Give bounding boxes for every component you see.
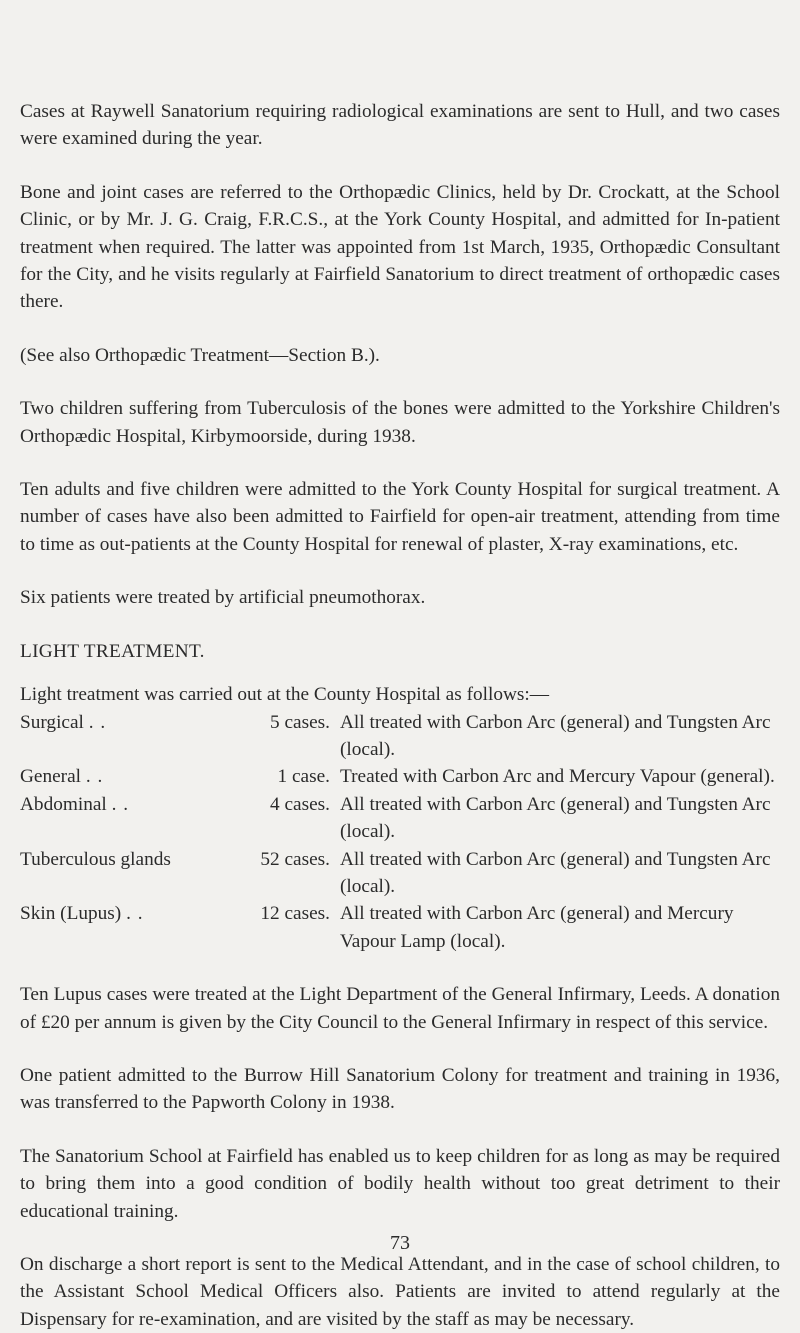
row-category: Surgical bbox=[20, 711, 84, 733]
row-category: Skin (Lupus) bbox=[20, 903, 122, 925]
paragraph-sanatorium-school: The Sanatorium School at Fairfield has enabled us to keep children for as long as may be required to bring them into a good condition of bodily health without too great detriment to their educational training. bbox=[20, 1145, 780, 1222]
row-leader: . . bbox=[111, 793, 130, 815]
row-category: Tuberculous glands bbox=[20, 848, 171, 870]
paragraph-burrow-hill: One patient admitted to the Burrow Hill Sanatorium Colony for treatment and training in 1936, was transferred to the Papworth Colony in 1938. bbox=[20, 1064, 780, 1114]
table-row bbox=[20, 709, 780, 764]
paragraph-pneumothorax: Six patients were treated by artificial pneumothorax. bbox=[20, 587, 426, 609]
table-row bbox=[20, 900, 780, 955]
row-leader: . . bbox=[88, 711, 107, 733]
row-description: All treated with Carbon Arc (general) and Mercury Vapour Lamp (local). bbox=[340, 903, 734, 952]
paragraph-ten-adults: Ten adults and five children were admitted to the York County Hospital for surgical treatment. A number of cases have also been admitted to Fairfield for open-air treatment, attending from time to time as out-patients at the County Hospital for renewal of plaster, X-ray examinations, etc. bbox=[20, 479, 780, 555]
document-page bbox=[20, 98, 780, 1333]
row-category: Abdominal bbox=[20, 793, 107, 815]
table-row bbox=[20, 791, 780, 846]
paragraph-two-children: Two children suffering from Tuberculosis of the bones were admitted to the Yorkshire Children's Orthopædic Hospital, Kirbymoorside, during 1938. bbox=[20, 398, 780, 447]
table-row bbox=[20, 846, 780, 901]
row-description: All treated with Carbon Arc (general) and Tungsten Arc (local). bbox=[340, 711, 771, 760]
row-description: All treated with Carbon Arc (general) and Tungsten Arc (local). bbox=[340, 793, 771, 843]
row-count: 12 cases. bbox=[260, 903, 330, 925]
paragraph-bone-joint: Bone and joint cases are referred to the Orthopædic Clinics, held by Dr. Crockatt, at the School Clinic, or by Mr. J. G. Craig, F.R.C.S., at the York County Hospital, and admitted for In-patient treatment when required. The latter was appointed from 1st March, 1935, Orthopædic Consultant for the City, and he visits regularly at Fairfield Sanatorium to direct treatment of orthopædic cases there. bbox=[20, 181, 780, 313]
light-treatment-intro: Light treatment was carried out at the County Hospital as follows:— bbox=[20, 684, 550, 706]
row-count: 5 cases. bbox=[270, 711, 330, 733]
row-count: 4 cases. bbox=[270, 793, 330, 815]
paragraph-see-also: (See also Orthopædic Treatment—Section B.). bbox=[20, 344, 380, 366]
row-count: 1 case. bbox=[277, 766, 330, 788]
light-treatment-table bbox=[20, 709, 780, 956]
paragraph-discharge: On discharge a short report is sent to the Medical Attendant, and in the case of school children, to the Assistant School Medical Officers also. Patients are invited to attend regularly at the Dispensary for re-examination, and are visited by the staff as may be necessary. bbox=[20, 1254, 780, 1330]
row-description: Treated with Carbon Arc and Mercury Vapour (general). bbox=[340, 766, 775, 788]
row-count: 52 cases. bbox=[260, 848, 330, 870]
table-row bbox=[20, 763, 780, 790]
row-leader: . . bbox=[85, 766, 104, 788]
row-category: General bbox=[20, 766, 82, 788]
page-number: 73 bbox=[390, 1232, 410, 1254]
row-leader: . . bbox=[126, 903, 144, 925]
row-description: All treated with Carbon Arc (general) and Tungsten Arc (local). bbox=[340, 848, 771, 897]
paragraph-lupus-leeds: Ten Lupus cases were treated at the Light Department of the General Infirmary, Leeds. A donation of £20 per annum is given by the City Council to the General Infirmary in respect of this service. bbox=[20, 984, 780, 1033]
section-heading-light-treatment: LIGHT TREATMENT. bbox=[20, 640, 205, 662]
paragraph-raywell: Cases at Raywell Sanatorium requiring radiological examinations are sent to Hull, and two cases were examined during the year. bbox=[20, 101, 780, 150]
